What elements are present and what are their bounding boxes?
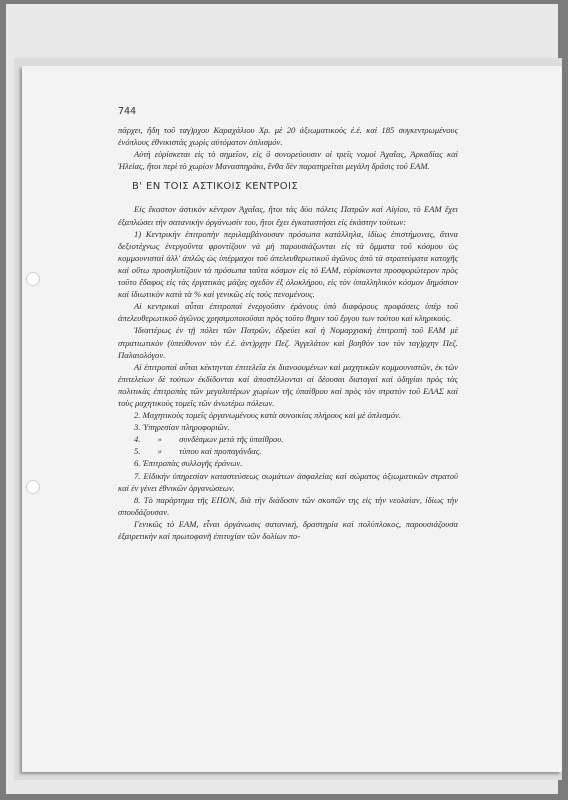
list-item: 4. » συνδέσμων μετὰ τῆς ὑπαίθρου. <box>134 434 284 445</box>
punch-hole-icon <box>26 272 40 286</box>
paragraph: 2. Μαχητικοὺς τομεῖς ὀργανωμένους κατὰ συνοικίας πλήρους καὶ μὲ ὁπλισμόν. <box>134 410 402 421</box>
list-item: 6. Ἐπιτροπὰς συλλογῆς ἐράνων. <box>134 458 243 469</box>
page-number: 744 <box>118 106 137 117</box>
punch-hole-icon <box>26 480 40 494</box>
section-heading: Β' ΕΝ ΤΟΙΣ ΑΣΤΙΚΟΙΣ ΚΕΝΤΡΟΙΣ <box>132 181 299 193</box>
page-body <box>118 124 458 542</box>
paragraph: πάρχει, ἤδη τοῦ ταγ)ρχου Καραχάλιου Χρ. μὲ 20 ἀξιωματικοὺς ἐ.ἐ. καὶ 185 συγκεντρωμένους ἐνόπλους ἐθνικιστὰς χωρὶς αὐτόματον ὁπλισμόν. <box>118 125 458 148</box>
paragraph: 8. Τὸ παράρτημα τῆς ΕΠΟΝ, διὰ τὴν διάδοσιν τῶν σκοπῶν της εἰς τὴν νεολαίαν, ἰδίως τὴν σπουδάζουσαν. <box>118 494 458 517</box>
paragraph: Αἱ ἐπιτροπαὶ αὗται κέκτηνται ἐπιτελεῖα ἐκ διανοουμένων καὶ μαχητικῶν κομμουνιστῶν, ἐκ τῶν ἐπιτελείων δὲ τούτων ἐκδίδονται καὶ ἀποστέλλονται αἱ δέουσαι διαταγαὶ καὶ ὁδηγίαι πρὸς τὰς πολιτικὰς ἐπιτροπὰς τῶν μεγαλυτέρων χωρίων τῆς ὑπαίθρου καὶ πρὸς τὸν στρατὸν τοῦ ΕΛΑΣ καὶ τοὺς μαχητικοὺς τομεῖς τῶν ἀνωτέρω πόλεων. <box>118 361 458 408</box>
paragraph: 7. Εἰδικὴν ὑπηρεσίαν καταστεύσεως σωμάτων ἀσφαλείας καὶ σώματος ἀξιωματικῶν στρατοῦ καὶ ἐν γένει ἐθνικῶν ὀργανώσεων. <box>118 470 458 493</box>
paragraph: Γενικῶς τὸ ΕΑΜ, εἶναι ὀργάνωσις σατανική, δραστηρία καὶ πολύπλοκος, παρουσιάζουσα ἐξαιρετικὴν καὶ πρωτοφανῆ ἐπιτυχίαν τῶν δολίων πο- <box>118 518 458 541</box>
list-item: 3. Ὑπηρεσίαν πληροφοριῶν. <box>134 422 230 433</box>
document-page <box>22 66 562 772</box>
paragraph: Ἰδιαιτέρως ἐν τῇ πόλει τῶν Πατρῶν, ἐδρεύει καὶ ἡ Νομαρχιακὴ ἐπιτροπὴ τοῦ ΕΑΜ μὲ στρατιωτικὸν (ὑπεύθυνον τὸν ἐ.ἐ. ἀντ)ρχην Πεζ. Ἀγγελάτον καὶ βοηθὸν τον τὸν ταγ)ρχην Πεζ. Παλαιολόγον. <box>118 325 458 360</box>
list-item: 5. » τύπου καὶ προπαγάνδας. <box>134 446 262 457</box>
paragraph: Εἰς ἕκαστον ἀστικὸν κέντρον Ἀχαΐας, ἤτοι τὰς δύο πόλεις Πατρῶν καὶ Αἰγίου, τὸ ΕΑΜ ἔχει ἐξαπλώσει τὴν σατανικὴν ὀργάνωσίν του, ἤτοι ἔχει ἐγκαταστήσει εἰς ἑκάστην τούτων: <box>118 204 458 227</box>
paragraph: Αὐτὴ εὑρίσκεται εἰς τὸ σημεῖον, εἰς ὃ συνορεύουσιν οἱ τρεῖς νομοὶ Ἀχαΐας, Ἀρκαδίας καὶ Ἠλείας, ἤτοι περὶ τὸ χωρίον Μανασπηράκι, ἔνθα δὲν παρατηρεῖται μεγάλη δρᾶσις τοῦ ΕΑΜ. <box>118 149 458 172</box>
paragraph: Αἱ κεντρικαὶ αὗται ἐπιτροπαὶ ἐνεργοῦσιν ἐράνους ὑπὸ διαφόρους προφάσεις ὑπὲρ τοῦ ἀπελευθερωτικοῦ ἀγῶνος χρησιμοποιοῦσαι πρὸς τοῦτο θηριν τοῦ ἔργου των τούτου καὶ κληρικούς. <box>118 301 458 324</box>
paragraph: 1) Κεντρικὴν ἐπιτροπὴν περιλαμβάνουσαν πρόσωπα κατάλληλα, ἰδίως ἐπιστήμονας, ἅτινα δεξιοτέχνως ἐνεργοῦντα φροντίζουν νὰ μὴ παρουσιάζωνται εἰς τὰ ὄμματα τοῦ κόσμου ὡς κομμουνισταὶ ἀλλ' ἁπλῶς ὡς ὑπέρμαχοι τοῦ ἀπελευθερωτικοῦ ἀγῶνος ἀπὸ τὰ στρατεύματα κατοχῆς καὶ οὕτω προσηλυτίζουν τὰ πρόσωπα ταῦτα κόσμον εἰς τὸ ΕΑΜ, εὑρίσκοντα προσφορώτερον πρὸς τοῦτο ἔδαφος εἰς τὰς ἐργατικὰς μάζας σχεδὸν ἐξ ὁλοκλήρου, εἰς τὸν ὑπαλληλικὸν κόσμον δημόσιον καὶ ἰδιωτικὸν κατὰ τὰ % καὶ γενικῶς εἰς τοὺς πενομένους. <box>118 228 458 300</box>
